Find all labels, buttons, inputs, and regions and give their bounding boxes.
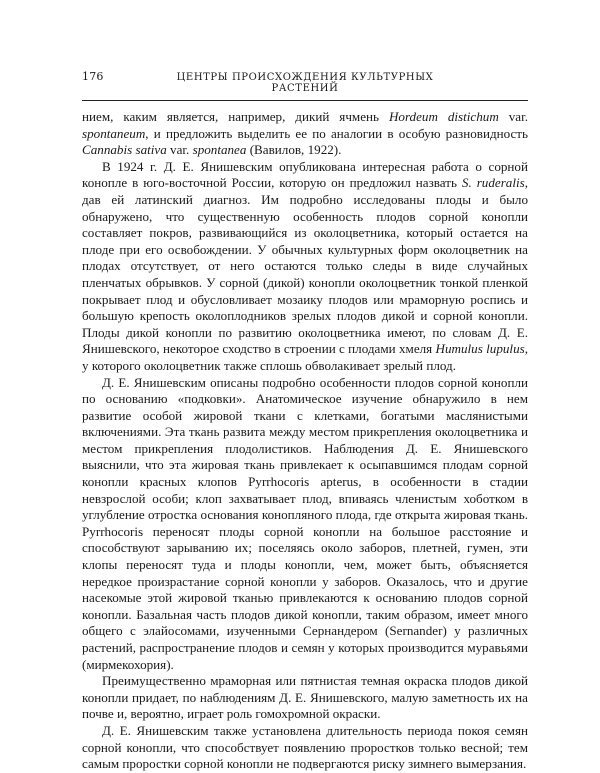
latin-name: spontanea xyxy=(192,142,247,158)
text-run: , у которого околоцветник также сплошь обволакивает зрелый плод. xyxy=(82,341,528,373)
paragraph xyxy=(82,159,528,375)
text-run: Д. Е. Янишевским также установлена длительность периода покоя семян сорной конопли, что способствует появлению проростков только весной; тем самым проростки сорной конопли не подвергаются риску зимнего вымерзания. xyxy=(82,722,528,772)
text-run: нием, каким является, например, дикий ячмень xyxy=(82,109,389,124)
latin-name: Hordeum distichum xyxy=(388,109,499,124)
latin-name: Cannabis sativa xyxy=(82,142,167,158)
latin-name: S. ruderalis xyxy=(461,175,525,191)
text-run: (Вавилов, 1922). xyxy=(246,142,342,158)
paragraph xyxy=(82,109,528,159)
text-run: var. xyxy=(498,109,528,124)
running-head xyxy=(82,70,528,101)
text-run: Д. Е. Янишевским описаны подробно особенности плодов сорной конопли по основанию «подковки». Анатомическое изучение обнаружило в нем развитие особой жировой ткани с клетками, богатыми маслянистыми включениями. Эта ткань развита между местом прикрепления околоцветника и местом прикрепления плодолистиков. Наблюдения Д. Е. Янишевского выяснили, что эта жировая ткань привлекает к осыпавшимся плодам сорной конопли красных клопов Pyrrhocoris apterus, в особенности в стадии невзрослой особи; клоп захватывает плод, впиваясь членистым хоботком в углубление отростка основания конопляного плода, где открыта жировая ткань. Pyrrhocoris переносят плоды сорной конопли на большое расстояние и способствуют зарыванию их; поселяясь около заборов, плетней, гумен, эти клопы переносят туда и плоды конопли, чем, может быть, объясняется нередкое произрастание сорной конопли у заборов. Оказалось, что и другие насекомые этой жировой тканью привлекаются к основанию плодов сорной конопли. Базальная часть плодов дикой конопли, таким образом, имеет много общего с элайосомами, изученными Сернандером (Sernander) у различных растений, распространение плодов и семян у которых производится муравьями (мирмекохория). xyxy=(82,374,528,672)
paragraph xyxy=(82,375,528,674)
text-run: В 1924 г. Д. Е. Янишевским опубликована интересная работа о сорной конопле в юго-восточной России, которую он предложил назвать xyxy=(82,158,528,191)
paragraph xyxy=(82,673,528,723)
text-run: , дав ей латинский диагноз. Им подробно исследованы плоды и было обнаружено, что существенную особенность плодов сорной конопли составляет покров, развивающийся из околоцветника, который остается на плоде при его освобождении. У обычных культурных форм околоцветник на плодах отсутствует, от него остаются только следы в виде случайных пленчатых обрывков. У сорной (дикой) конопли околоцветник тонкой пленкой покрывает плод и обусловливает мозаику плодов или мраморную роспись и большую крепость околоплодников зрелых плодов дикой и сорной конопли. Плоды дикой конопли по развитию околоцветника имеют, по словам Д. Е. Янишевского, некоторое сходство в строении с плодами хмеля xyxy=(82,175,528,357)
book-page xyxy=(82,70,528,773)
text-run: var. xyxy=(166,142,193,158)
latin-name: Humulus lupulus xyxy=(435,341,525,357)
body-text xyxy=(82,109,528,773)
latin-name: spontaneum xyxy=(82,125,146,141)
running-title: ЦЕНТРЫ ПРОИСХОЖДЕНИЯ КУЛЬТУРНЫХ РАСТЕНИЙ xyxy=(176,72,434,94)
text-run: , и предложить выделить ее по аналогии в особую разновидность xyxy=(145,125,528,141)
paragraph xyxy=(82,723,528,773)
text-run: Преимущественно мраморная или пятнистая темная окраска плодов дикой конопли придает, по наблюдениям Д. Е. Янишевского, малую заметность их на почве и, вероятно, играет роль гомохромной окраски. xyxy=(82,673,528,722)
page-number: 176 xyxy=(82,70,104,83)
